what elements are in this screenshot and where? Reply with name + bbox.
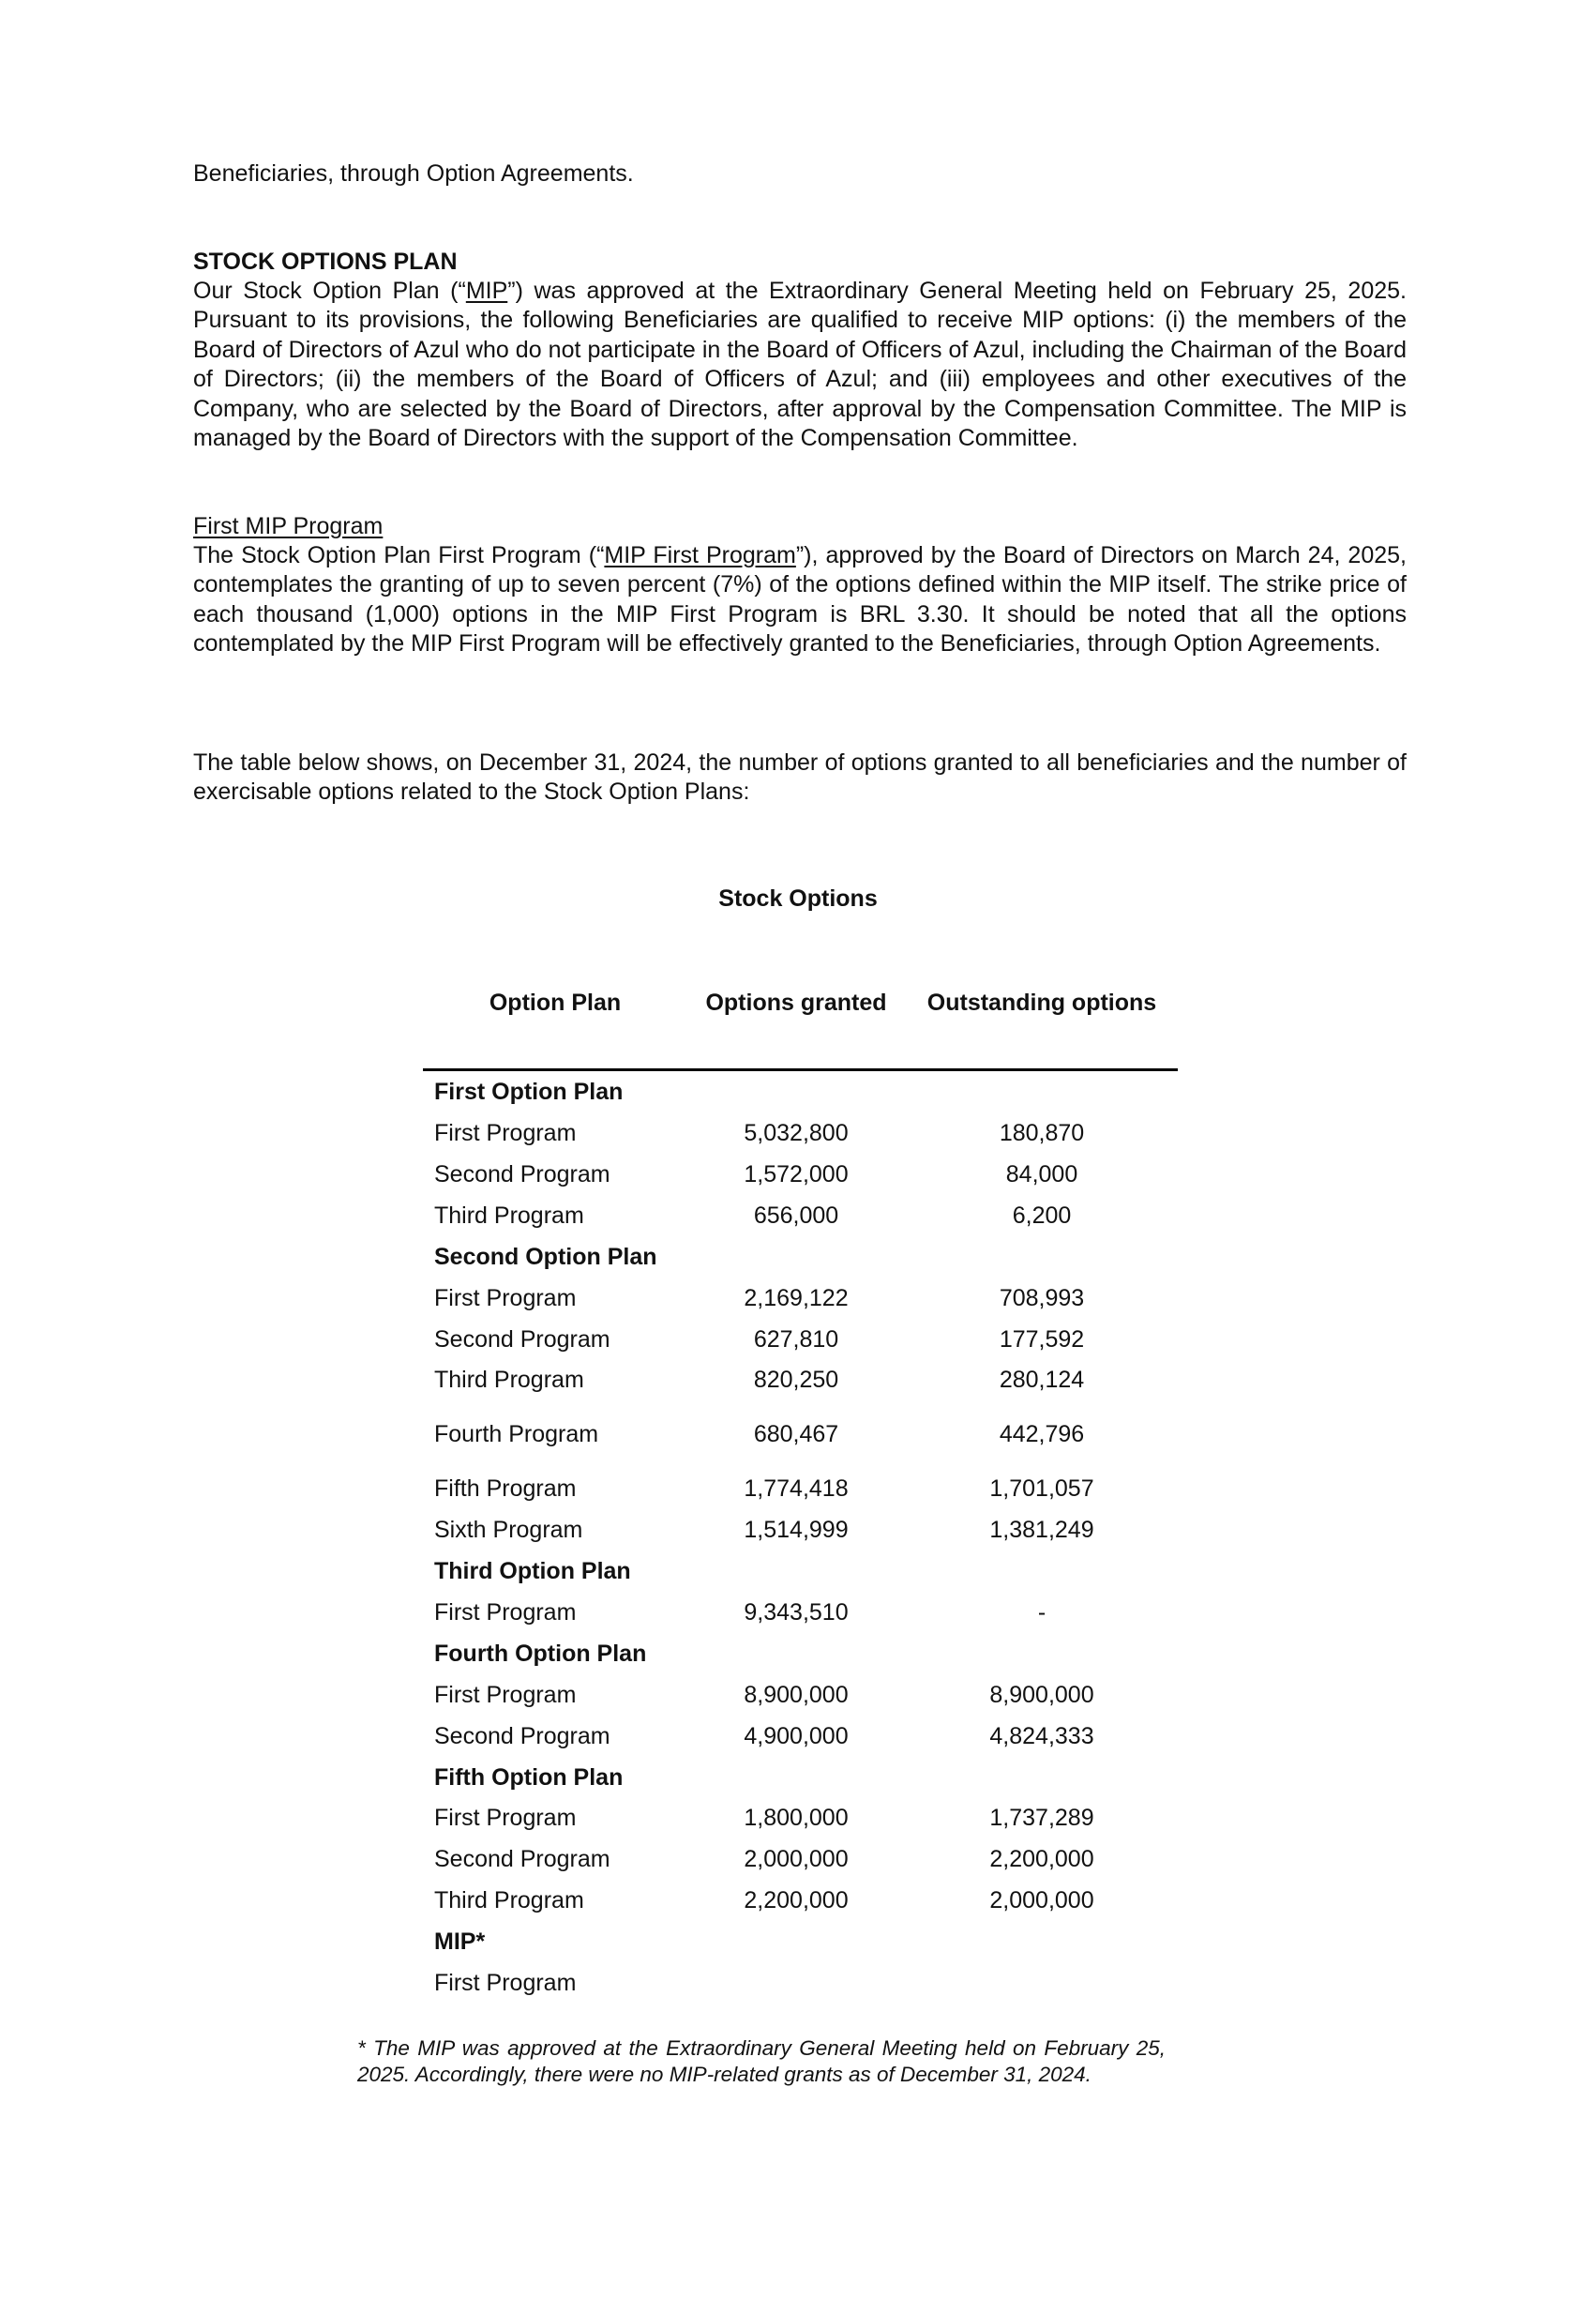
program-label: First Program	[434, 1120, 577, 1146]
options-granted-cell: 2,169,122	[744, 1285, 849, 1311]
outstanding-options-cell: 1,737,289	[989, 1805, 1094, 1831]
program-label: Second Program	[434, 1326, 610, 1353]
options-granted-cell: 1,514,999	[744, 1517, 849, 1543]
options-granted-cell: 2,000,000	[744, 1846, 849, 1872]
footnote: * The MIP was approved at the Extraordinary General Meeting held on February 25, 2025. Accordingly, there were no MIP-related grants as of December 31, 2024.	[357, 2036, 1166, 2086]
plan-label: First Option Plan	[434, 1079, 624, 1105]
program-label: Fifth Program	[434, 1475, 577, 1502]
outstanding-options-cell: 1,381,249	[989, 1517, 1094, 1543]
header-options-granted: Options granted	[705, 990, 887, 1016]
program-label: Fourth Program	[434, 1421, 599, 1447]
options-granted-cell: 8,900,000	[744, 1682, 849, 1708]
program-label: Second Program	[434, 1161, 610, 1187]
heading-text: First MIP Program	[193, 513, 384, 539]
program-label: Sixth Program	[434, 1517, 583, 1543]
mip-first-program-term: MIP First Program	[604, 542, 796, 568]
program-label: Third Program	[434, 1887, 584, 1913]
text: ”), approved by the Board of Directors on March 24, 2025, contemplates the granting of up to seven percent (7%) of the options defined within the MIP itself. The strike price of each thousand (1,000) options in the MIP First Program is BRL 3.30. It should be noted that all the options contemplated by the MIP First Program will be effectively granted to the Beneficiaries, through Option Agreements.	[193, 542, 1407, 658]
header-option-plan: Option Plan	[489, 990, 622, 1016]
options-granted-cell: 1,774,418	[744, 1475, 849, 1502]
program-label: Third Program	[434, 1367, 584, 1393]
options-granted-cell: 4,900,000	[744, 1723, 849, 1749]
program-label: First Program	[434, 1682, 577, 1708]
plan-label: Second Option Plan	[434, 1244, 657, 1270]
plan-label: Third Option Plan	[434, 1558, 631, 1584]
outstanding-options-cell: -	[1037, 1599, 1046, 1626]
plan-label: Fifth Option Plan	[434, 1764, 624, 1791]
options-granted-cell: 627,810	[753, 1326, 839, 1353]
options-granted-cell: 656,000	[753, 1202, 839, 1229]
text: Our Stock Option Plan (“	[193, 278, 466, 304]
program-label: Second Program	[434, 1723, 610, 1749]
outstanding-options-cell: 8,900,000	[989, 1682, 1094, 1708]
mip-paragraph	[193, 277, 1407, 453]
table-header-rule	[423, 1068, 1178, 1071]
outstanding-options-cell: 2,200,000	[989, 1846, 1094, 1872]
outstanding-options-cell: 177,592	[999, 1326, 1085, 1353]
header-outstanding-options: Outstanding options	[926, 990, 1157, 1016]
program-label: First Program	[434, 1285, 577, 1311]
outstanding-options-cell: 2,000,000	[989, 1887, 1094, 1913]
outstanding-options-cell: 180,870	[999, 1120, 1085, 1146]
outstanding-options-cell: 442,796	[999, 1421, 1085, 1447]
outstanding-options-cell: 1,701,057	[989, 1475, 1094, 1502]
mip-term: MIP	[465, 278, 508, 304]
options-granted-cell: 680,467	[753, 1421, 839, 1447]
outstanding-options-cell: 6,200	[1012, 1202, 1072, 1229]
program-label: First Program	[434, 1805, 577, 1831]
table-intro: The table below shows, on December 31, 2024, the number of options granted to all beneficiaries and the number of exercisable options related to the Stock Option Plans:	[193, 749, 1407, 806]
program-label: Second Program	[434, 1846, 610, 1872]
text: ”) was approved at the Extraordinary General Meeting held on February 25, 2025. Pursuant to its provisions, the following Beneficiaries are qualified to receive MIP options: (i) the members of the Board of Directors of Azul who do not participate in the Board of Officers of Azul, including the Chairman of the Board of Directors; (ii) the members of the Board of Officers of Azul; and (iii) employees and other executives of the Company, who are selected by the Board of Directors, after approval by the Compensation Committee. The MIP is managed by the Board of Directors with the support of the Compensation Committee.	[193, 278, 1407, 452]
section-heading: STOCK OPTIONS PLAN	[193, 249, 458, 275]
plan-label: MIP*	[434, 1928, 486, 1955]
first-mip-paragraph	[193, 541, 1407, 659]
options-granted-cell: 1,572,000	[744, 1161, 849, 1187]
outstanding-options-cell: 708,993	[999, 1285, 1085, 1311]
table-title: Stock Options	[718, 885, 878, 912]
options-granted-cell: 820,250	[753, 1367, 839, 1393]
intro-line: Beneficiaries, through Option Agreements.	[193, 160, 634, 187]
options-granted-cell: 9,343,510	[744, 1599, 849, 1626]
text: The Stock Option Plan First Program (“	[193, 542, 605, 568]
program-label: First Program	[434, 1970, 577, 1996]
outstanding-options-cell: 280,124	[999, 1367, 1085, 1393]
program-label: Third Program	[434, 1202, 584, 1229]
options-granted-cell: 2,200,000	[744, 1887, 849, 1913]
options-granted-cell: 1,800,000	[744, 1805, 849, 1831]
first-mip-heading	[193, 512, 1407, 541]
plan-label: Fourth Option Plan	[434, 1641, 647, 1667]
outstanding-options-cell: 4,824,333	[989, 1723, 1094, 1749]
outstanding-options-cell: 84,000	[1005, 1161, 1078, 1187]
program-label: First Program	[434, 1599, 577, 1626]
options-granted-cell: 5,032,800	[744, 1120, 849, 1146]
